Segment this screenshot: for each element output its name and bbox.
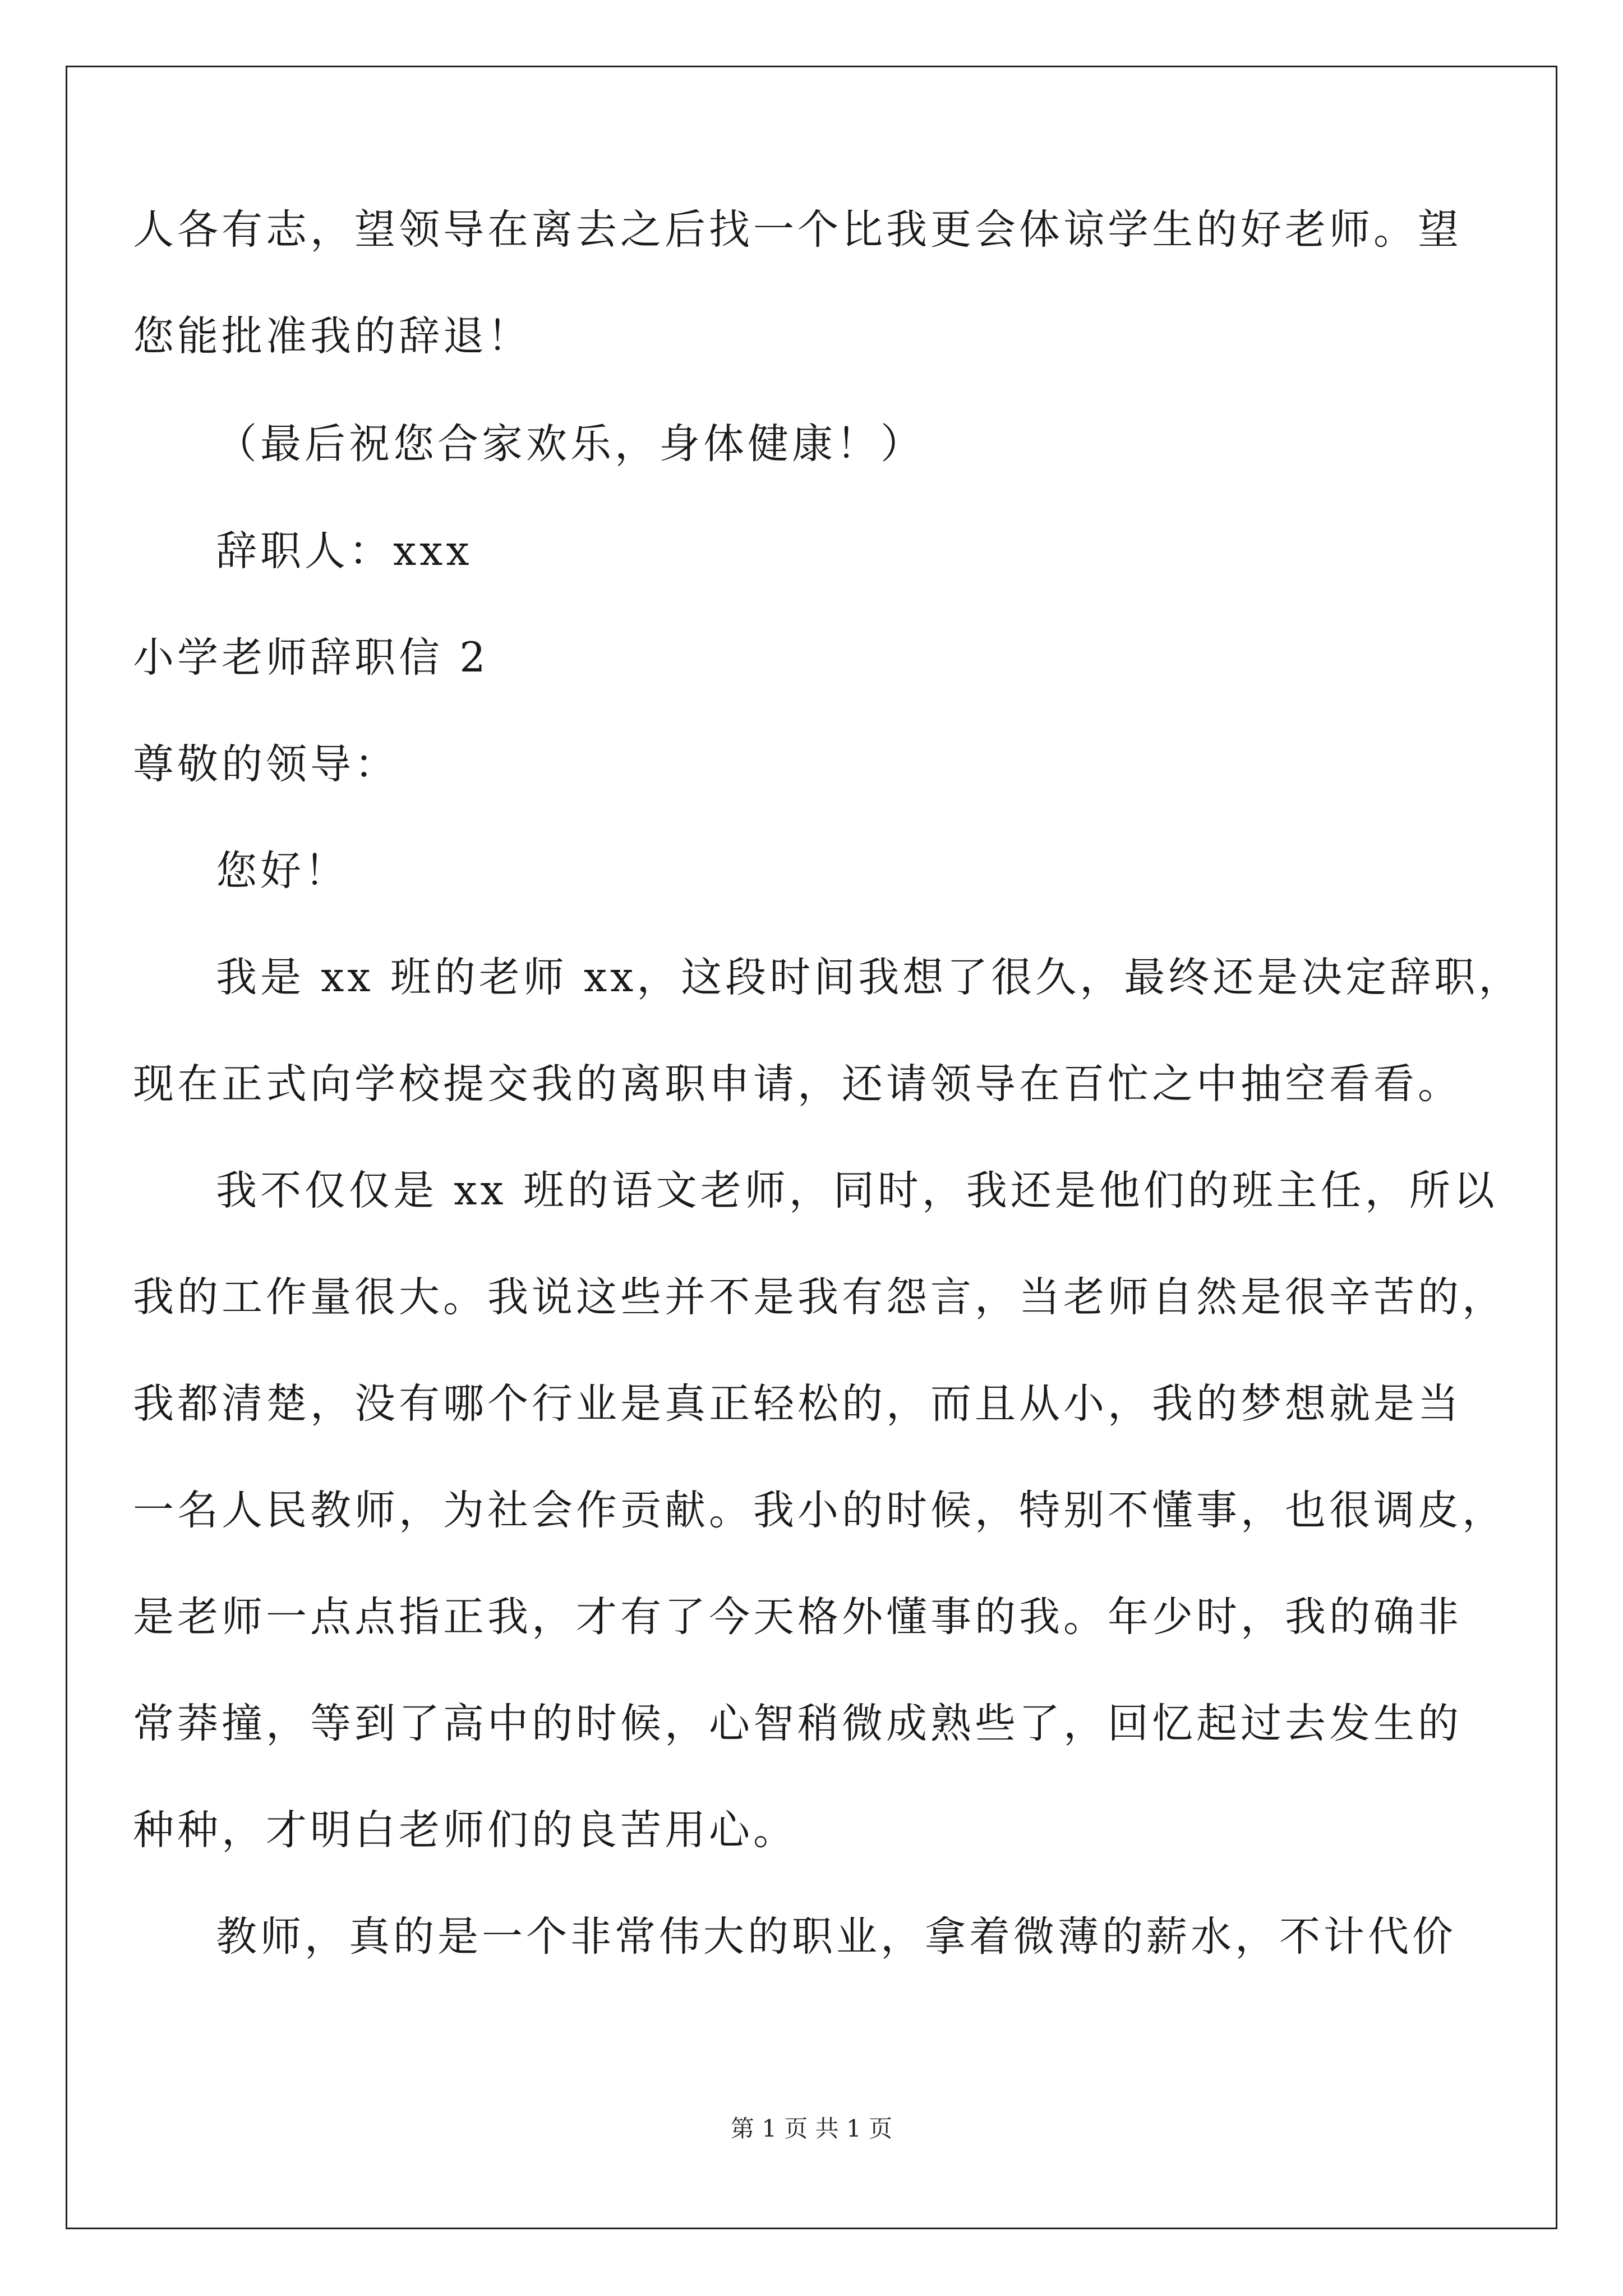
page-border [66, 66, 1557, 2229]
text-line: 是老师一点点指正我，才有了今天格外懂事的我。年少时，我的确非 [133, 1593, 1462, 1641]
page-footer: 第 1 页 共 1 页 [730, 2115, 893, 2142]
letter-title: 小学老师辞职信 2 [133, 634, 489, 682]
text-line: 我的工作量很大。我说这些并不是我有怨言，当老师自然是很辛苦的， [133, 1273, 1506, 1321]
text-line: 教师，真的是一个非常伟大的职业，拿着微薄的薪水，不计代价 [216, 1913, 1456, 1961]
text-line: 我都清楚，没有哪个行业是真正轻松的，而且从小，我的梦想就是当 [133, 1380, 1462, 1428]
greeting: 您好！ [216, 847, 349, 895]
text-line: 我是 xx 班的老师 xx，这段时间我想了很久，最终还是决定辞职， [216, 954, 1523, 1001]
text-line: 常莽撞，等到了高中的时候，心智稍微成熟些了，回忆起过去发生的 [133, 1700, 1462, 1747]
text-line: 现在正式向学校提交我的离职申请，还请领导在百忙之中抽空看看。 [133, 1060, 1462, 1108]
text-line: 人各有志，望领导在离去之后找一个比我更会体谅学生的好老师。望 [133, 206, 1462, 254]
text-line: 一名人民教师，为社会作贡献。我小的时候，特别不懂事，也很调皮， [133, 1487, 1506, 1534]
text-line: 我不仅仅是 xx 班的语文老师，同时，我还是他们的班主任，所以 [216, 1167, 1498, 1214]
text-line: （最后祝您合家欢乐，身体健康！） [216, 420, 925, 468]
signature-line: 辞职人：xxx [216, 527, 473, 575]
text-line: 种种，才明白老师们的良苦用心。 [133, 1806, 797, 1854]
text-line: 您能批准我的辞退！ [133, 312, 532, 360]
salutation: 尊敬的领导： [133, 740, 399, 788]
